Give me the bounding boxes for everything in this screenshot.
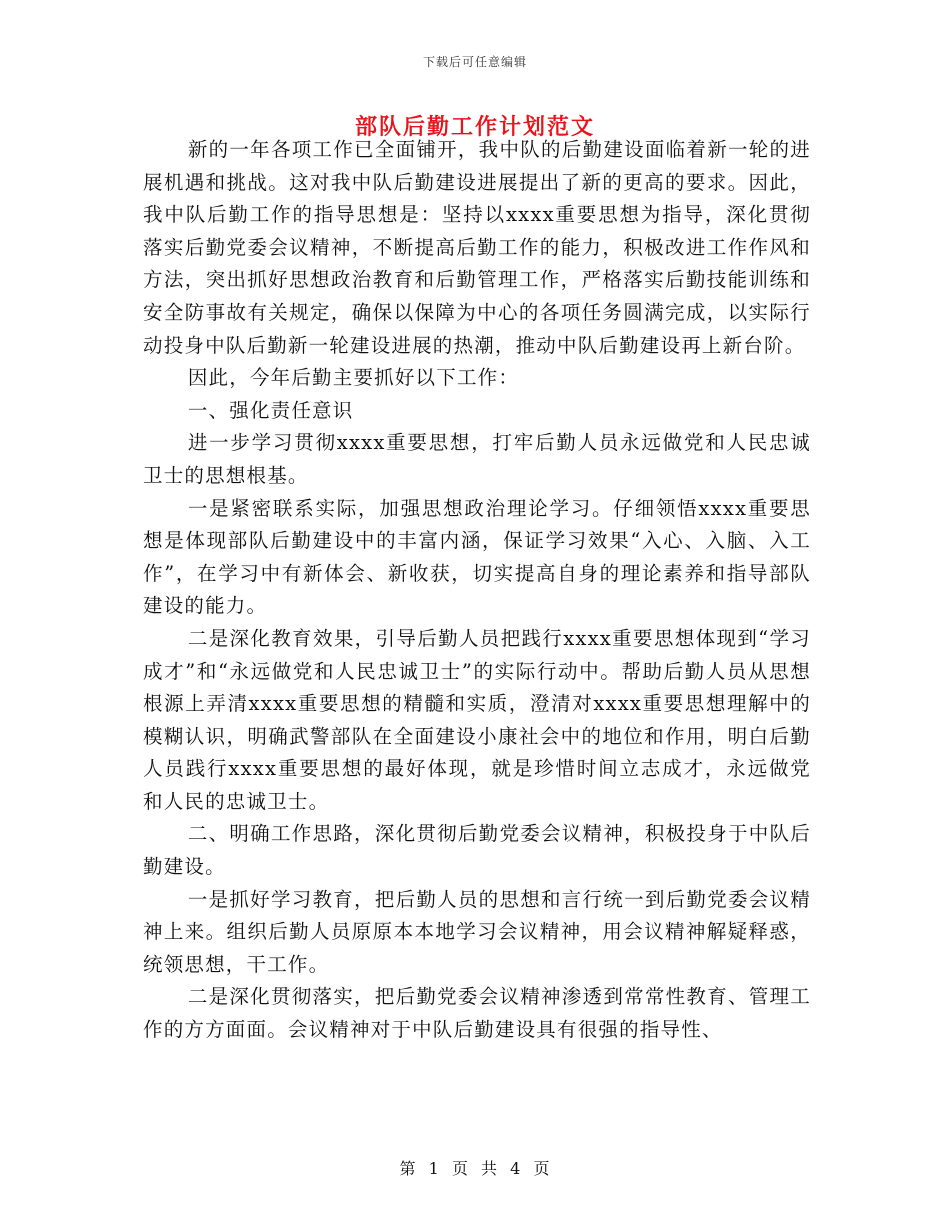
page-label-mid: 页 xyxy=(451,1159,469,1178)
paragraph: 二是深化教育效果，引导后勤人员把践行xxxx重要思想体现到“学习成才”和“永远做党和人民忠诚卫士”的实际行动中。帮助后勤人员从思想根源上弄清xxxx重要思想的精髓和实质，澄清对xxxx重要思想理解中的模糊认识，明确武警部队在全面建设小康社会中的地位和作用，明白后勤人员践行xxxx重要思想的最好体现，就是珍惜时间立志成才，永远做党和人民的忠诚卫士。 xyxy=(143,626,811,813)
paragraph: 一是抓好学习教育，把后勤人员的思想和言行统一到后勤党委会议精神上来。组织后勤人员原原本本地学习会议精神，用会议精神解疑释惑，统领思想，干工作。 xyxy=(143,887,811,976)
paragraph: 一是紧密联系实际，加强思想政治理论学习。仔细领悟xxxx重要思想是体现部队后勤建设中的丰富内涵，保证学习效果“入心、入脑、入工作”，在学习中有新体会、新收获，切实提高自身的理论素养和指导部队建设的能力。 xyxy=(143,496,811,618)
paragraph: 进一步学习贯彻xxxx重要思想，打牢后勤人员永远做党和人民忠诚卫士的思想根基。 xyxy=(143,431,811,487)
page-current: 1 xyxy=(428,1159,440,1178)
page-label-suffix: 页 xyxy=(533,1159,551,1178)
section-heading: 一、强化责任意识 xyxy=(187,398,354,422)
page-total-prefix: 共 xyxy=(481,1159,499,1178)
page-total: 4 xyxy=(510,1159,522,1178)
paragraph: 因此，今年后勤主要抓好以下工作： xyxy=(187,366,520,390)
paragraph: 新的一年各项工作已全面铺开，我中队的后勤建设面临着新一轮的进展机遇和挑战。这对我中队后勤建设进展提出了新的更高的要求。因此，我中队后勤工作的指导思想是：坚持以xxxx重要思想为指导，深化贯彻落实后勤党委会议精神，不断提高后勤工作的能力，积极改进工作作风和方法，突出抓好思想政治教育和后勤管理工作，严格落实后勤技能训练和安全防事故有关规定，确保以保障为中心的各项任务圆满完成，以实际行动投身中队后勤新一轮建设进展的热潮，推动中队后勤建设再上新台阶。 xyxy=(143,138,811,357)
document-title: 部队后勤工作计划范文 xyxy=(354,114,595,140)
section-heading: 二、明确工作思路，深化贯彻后勤党委会议精神，积极投身于中队后勤建设。 xyxy=(143,822,811,879)
page-label-prefix: 第 xyxy=(399,1159,417,1178)
document-body xyxy=(143,134,811,1047)
header-note: 下载后可任意编辑 xyxy=(422,55,527,69)
page-footer xyxy=(0,1156,950,1179)
paragraph: 二是深化贯彻落实，把后勤党委会议精神渗透到常常性教育、管理工作的方方面面。会议精神对于中队后勤建设具有很强的指导性、 xyxy=(143,985,811,1042)
